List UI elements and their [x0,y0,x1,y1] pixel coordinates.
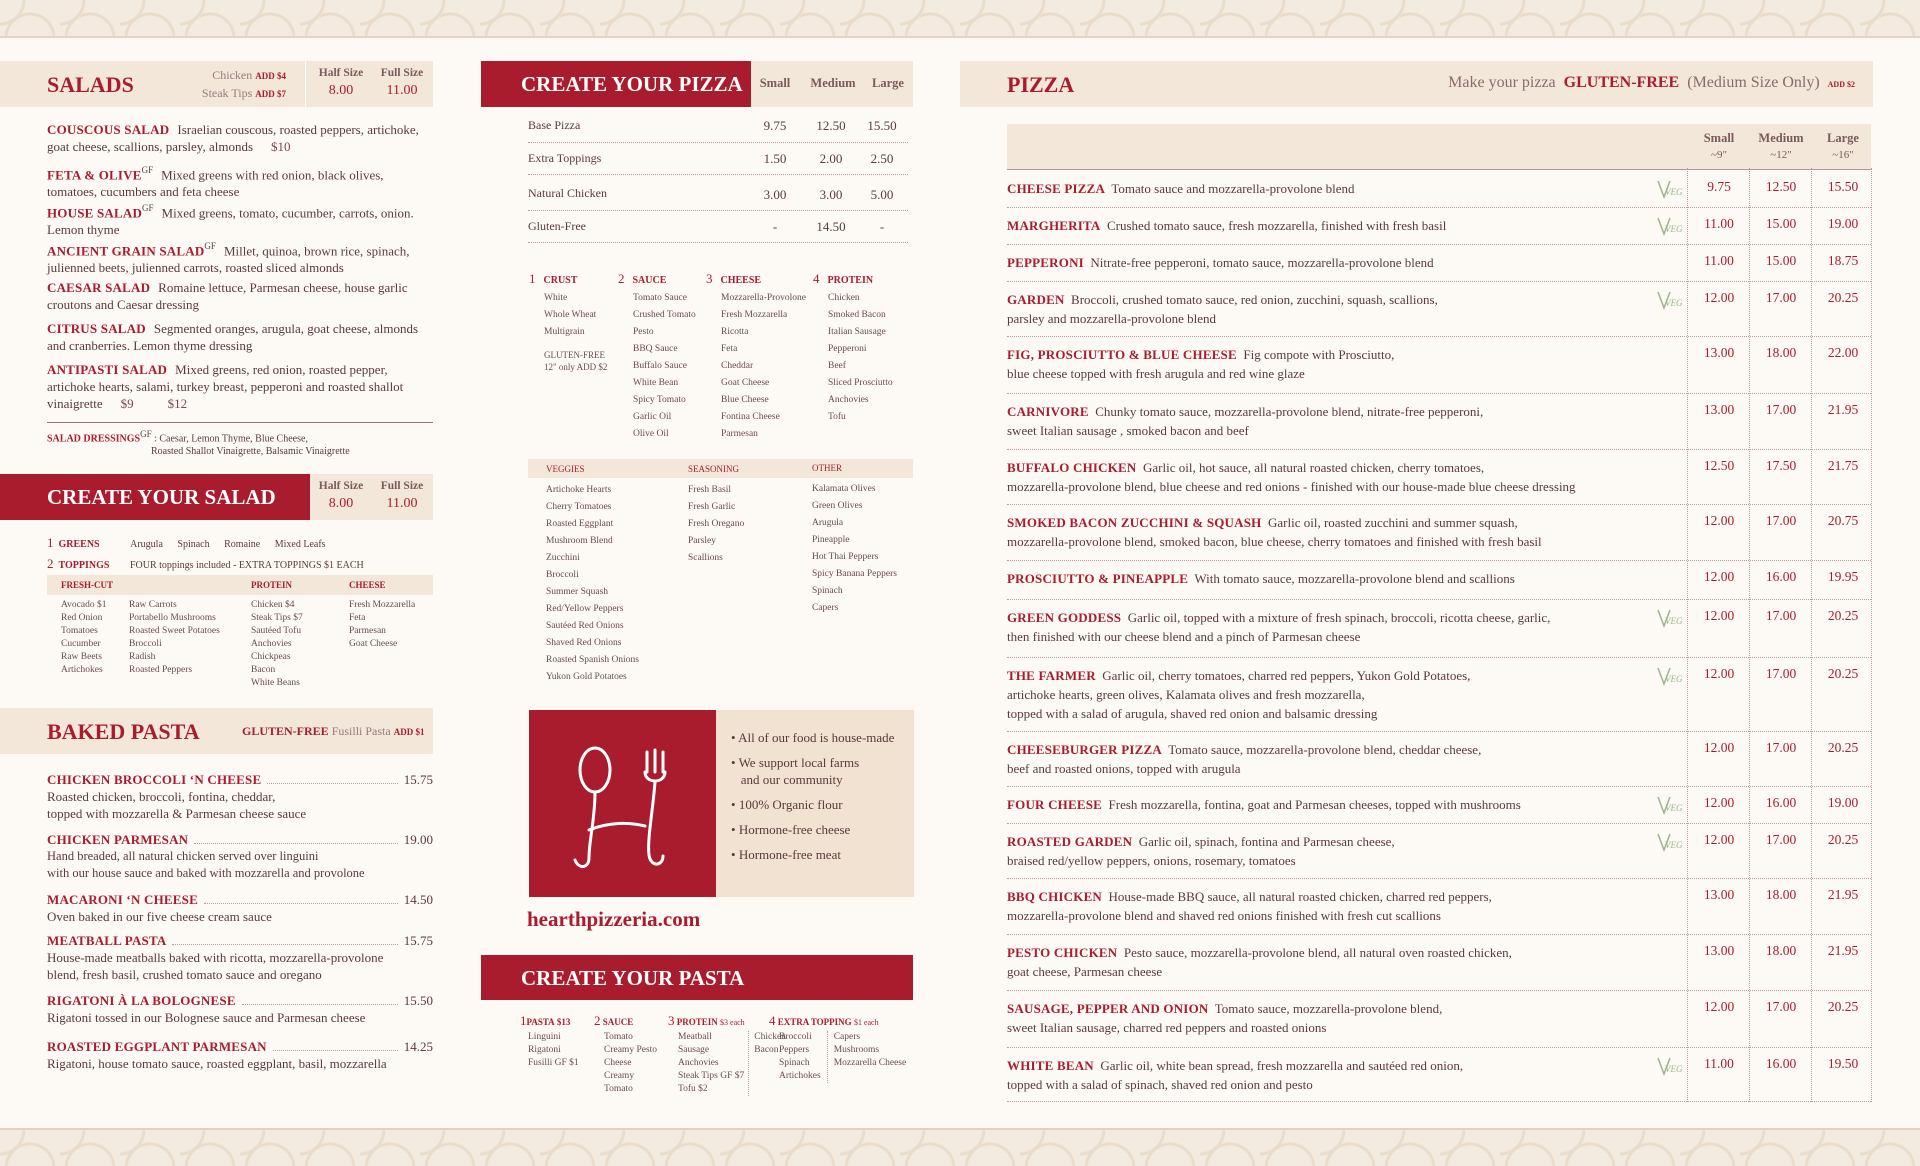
pizza-price: 20.25 [1827,666,1859,681]
pizza-description: CHEESEBURGER PIZZA Tomato sauce, mozzarella-provolone blend, cheddar cheese, beef and roasted onions, topped with arugula [1007,742,1482,776]
pizza-price: 9.75 [1707,179,1731,194]
pizza-price: 20.25 [1827,999,1859,1014]
baked-pasta-title: BAKED PASTA [47,719,200,744]
veg-icon: VEG [1655,177,1681,201]
pizza-description: THE FARMER Garlic oil, cherry tomatoes, charred red peppers, Yukon Gold Potatoes, artichoke hearts, green olives, Kalamata olives and fresh mozzarella, topped with a salad of arugula, shaved red onion and balsamic dressing [1007,668,1471,721]
cyp-row: Gluten-Free - 14.50 - [528,211,908,243]
veg-icon: VEG [1655,1054,1681,1078]
veggies-list: Artichoke Hearts Cherry Tomatoes Roasted Eggplant Mushroom Blend Zucchini Broccoli Summer Squash Red/Yellow Peppers Sautéed Red Onions Shaved Red Onions Roasted Spanish Onions Yukon Gold Potatoes [546,485,639,682]
pasta-step-2: 2 SAUCE Tomato Creamy Pesto Cheese Creamy Tomato [594,1013,658,1094]
pizza-price: 15.00 [1765,216,1797,231]
pizza-price: 17.00 [1765,513,1797,528]
pizza-price: 15.50 [1827,179,1859,194]
pizza-price: 19.00 [1827,795,1859,810]
pasta-step-4: 4 EXTRA TOPPING $1 each Broccoli Peppers Spinach Artichokes Capers Mushrooms Mozzarella Cheese [769,1013,907,1081]
pizza-price: 18.00 [1765,345,1797,360]
pizza-description: SAUSAGE, PEPPER AND ONION Tomato sauce, mozzarella-provolone blend, sweet Italian sausage, charred red peppers and roasted onions [1007,1001,1443,1035]
pizza-row [1007,991,1871,1048]
salad-item: HOUSE $SALAD^{GF}$ Mixed greens, tomato, cucumber, carrots, onion. Lemon thyme [47,203,414,238]
pasta-step-1: 1PASTA $13 Linguini Rigatoni Fusilli GF $1 [520,1013,579,1068]
pizza-description: BUFFALO CHICKEN Garlic oil, hot sauce, all natural roasted chicken, cherry tomatoes, mozzarella-provolone blend, blue cheese and red onions - finished with our house-made blue cheese dressing [1007,460,1576,494]
cyp-row: Base Pizza 9.75 12.50 15.50 [528,108,908,143]
pizza-description: SMOKED BACON ZUCCHINI & SQUASH Garlic oil, roasted zucchini and summer squash, mozzarella-provolone blend, smoked bacon, blue cheese, cherry tomatoes and finished with fresh basil [1007,515,1542,549]
toppings-step: 2 TOPPINGS FOUR toppings included - EXTRA TOPPINGS $1 EACH [47,556,364,571]
pizza-price: 12.00 [1703,608,1735,623]
create-pasta-steps [520,1013,920,1103]
pizza-price: 17.00 [1765,608,1797,623]
pizza-row [1007,208,1871,245]
create-pasta-title: CREATE YOUR PASTA [521,966,745,990]
pasta-step-3: 3 PROTEIN $3 each Meatball Sausage Anchovies Steak Tips GF $7 Tofu $2 Chicken Bacon [668,1013,786,1094]
pizza-price: 11.00 [1704,1056,1734,1071]
salads-addons: Chicken ADD $4 Steak Tips ADD $7 [201,68,286,100]
pizza-price: 20.25 [1827,290,1859,305]
pizza-description: BBQ CHICKEN House-made BBQ sauce, all natural roasted chicken, charred red peppers, mozzarella-provolone blend and shaved red onions finished with fresh cut scallions [1007,889,1492,923]
pizza-price: 16.00 [1765,569,1797,584]
salad-item: ANCIENT GRAIN $SALAD^{GF}$ Millet, quinoa, brown rice, spinach, julienned beets, julienned carrots, roasted sliced almonds [47,241,410,276]
pizza-description: GREEN GODDESS Garlic oil, topped with a mixture of fresh spinach, broccoli, ricotta cheese, garlic, then finished with our cheese blend and a pinch of Parmesan cheese [1007,610,1551,644]
baked-pasta-gf-note: GLUTEN-FREE Fusilli Pasta ADD $1 [242,724,425,738]
pasta-item: CHICKEN PARMESAN 19.00 Hand breaded, all natural chicken served over linguini with our house sauce and baked with mozzarella and provolone [47,832,433,880]
pizza-price: 12.00 [1703,740,1735,755]
cyp-row: Extra Toppings 1.50 2.00 2.50 [528,143,908,175]
pizza-price: 15.00 [1765,253,1797,268]
veg-icon: VEG [1655,214,1681,238]
pizza-toppings-head: VEGGIES SEASONING OTHER [528,459,913,478]
full-size-price: 11.00 [386,83,418,98]
pasta-item: MEATBALL PASTA 15.75 House-made meatballs baked with ricotta, mozzarella-provolone blend, fresh basil, crushed tomato sauce and oregano [47,933,433,982]
salads-header [0,61,433,107]
salad-item: CITRUS SALAD Segmented oranges, arugula, goat cheese, almonds and cranberries. Lemon thyme dressing [47,321,419,353]
logo-box [529,710,716,897]
pizza-price: 19.95 [1827,569,1859,584]
pizza-row [1007,600,1871,658]
pizza-description: PESTO CHICKEN Pesto sauce, mozzarella-provolone blend, all natural oven roasted chicken, goat cheese, Parmesan cheese [1007,945,1512,979]
cyp-row: Natural Chicken 3.00 3.00 5.00 [528,175,908,211]
create-salad-title: CREATE YOUR SALAD [47,485,276,509]
pizza-row [1007,171,1871,208]
step-protein: 4 PROTEIN Chicken Smoked Bacon Italian Sausage Pepperoni Beef Sliced Prosciutto Anchovies Tofu [813,271,893,422]
pizza-gf-note: Make your pizza GLUTEN-FREE (Medium Size Only) ADD $2 [1448,74,1855,91]
pizza-description: FOUR CHEESE Fresh mozzarella, fontina, goat and Parmesan cheeses, topped with mushrooms [1007,797,1521,812]
pizza-row [1007,787,1871,824]
pizza-row [1007,658,1871,732]
pizza-price: 17.00 [1765,290,1797,305]
pizza-price: 13.00 [1703,402,1735,417]
pizza-row [1007,337,1871,394]
pizza-description: CHEESE PIZZA Tomato sauce and mozzarella-provolone blend [1007,181,1355,196]
pizza-price: 17.00 [1765,666,1797,681]
create-salad-header [0,474,310,520]
fresh-cut-list-2: Raw Carrots Portabello Mushrooms Roasted Sweet Potatoes Broccoli Radish Roasted Peppers [129,600,220,675]
pizza-price: 12.00 [1703,999,1735,1014]
pizza-description: FIG, PROSCIUTTO & BLUE CHEESE Fig compote with Prosciutto, blue cheese topped with fresh arugula and red wine glaze [1007,347,1395,381]
pizza-price: 17.50 [1765,458,1797,473]
pizza-row [1007,732,1871,787]
pizza-description: PROSCIUTTO & PINEAPPLE With tomato sauce, mozzarella-provolone blend and scallions [1007,571,1515,586]
half-size-label: Half Size [318,67,364,79]
pizza-price: 20.25 [1827,832,1859,847]
pizza-price: 21.95 [1827,887,1859,902]
salad-item: COUSCOUS SALAD Israelian couscous, roasted peppers, artichoke, goat cheese, scallions, parsley, almonds $10 [47,122,419,154]
step-crust: 1 CRUST White Whole Wheat Multigrain GLUTEN-FREE 12" only ADD $2 [529,271,608,372]
pizza-price: 17.00 [1765,402,1797,417]
pizza-price: 12.50 [1765,179,1797,194]
baked-pasta-header [0,708,433,754]
create-pizza-title: CREATE YOUR PIZZA [521,72,743,96]
half-size-price: 8.00 [328,83,354,98]
pizza-price: 21.95 [1827,402,1859,417]
pizza-description: WHITE BEAN Garlic oil, white bean spread, fresh mozzarella and sautéed red onion, topped with a salad of spinach, shaved red onion and pesto [1007,1058,1464,1092]
pizza-description: GARDEN Broccoli, crushed tomato sauce, red onion, zucchini, squash, scallions, parsley and mozzarella-provolone blend [1007,292,1438,326]
veg-icon: VEG [1655,830,1681,854]
pizza-price: 20.25 [1827,740,1859,755]
pasta-item: MACARONI ‘N CHEESE 14.50 Oven baked in our five cheese cream sauce [47,892,433,924]
pizza-row [1007,935,1871,991]
pasta-item: CHICKEN BROCCOLI ‘N CHEESE 15.75 Roasted chicken, broccoli, fontina, cheddar, topped with mozzarella & Parmesan cheese sauce [47,772,433,821]
create-pasta-header [481,955,913,1000]
pizza-header [960,61,1873,107]
pizza-price: 21.95 [1827,943,1859,958]
salad-dressings: SALAD $DRESSINGS^{GF}$ : Caesar, Lemon Thyme, Blue Cheese, Roasted Shallot Vinaigrette, Balsamic Vinaigrette [47,429,350,458]
cheese-list: Fresh Mozzarella Feta Parmesan Goat Cheese [349,600,416,649]
salad-item: ANTIPASTI SALAD Mixed greens, red onion, roasted pepper, artichoke hearts, salami, turkey breast, pepperoni and roasted shallot vinaigrette $9 $12 [47,362,404,411]
pizza-row [1007,394,1871,450]
pizza-price: 19.50 [1827,1056,1859,1071]
pizza-price: 11.00 [1704,216,1734,231]
veg-icon: VEG [1655,664,1681,688]
pizza-description: MARGHERITA Crushed tomato sauce, fresh mozzarella, finished with fresh basil [1007,218,1447,233]
pizza-row [1007,245,1871,282]
promo-box: • All of our food is house-made • We support local farms and our community • 100% Organic flour • Hormone-free cheese • Hormone-free meat [716,710,914,897]
greens-step: 1 GREENS Arugula Spinach Romaine Mixed Leafs [47,535,326,550]
pizza-price: 11.00 [1704,253,1734,268]
pizza-row [1007,450,1871,505]
pizza-row [1007,824,1871,879]
pizza-price: 12.50 [1703,458,1735,473]
pizza-price: 17.00 [1765,832,1797,847]
pizza-price: 12.00 [1703,666,1735,681]
pizza-row [1007,879,1871,935]
pizza-price: 13.00 [1703,943,1735,958]
salad-item: FETA & $OLIVE^{GF}$ Mixed greens with red onion, black olives, tomatoes, cucumbers and feta cheese [47,165,384,200]
salad-item: CAESAR SALAD Romaine lettuce, Parmesan cheese, house garlic croutons and Caesar dressing [47,280,408,312]
pizza-price: 12.00 [1703,569,1735,584]
pizza-price: 17.00 [1765,999,1797,1014]
pizza-row [1007,282,1871,337]
hearth-logo-icon [529,710,716,897]
pizza-row [1007,561,1871,600]
pasta-item: RIGATONI À LA BOLOGNESE 15.50 Rigatoni tossed in our Bolognese sauce and Parmesan cheese [47,993,433,1025]
step-cheese: 3 CHEESE Mozzarella-Provolone Fresh Mozzarella Ricotta Feta Cheddar Goat Cheese Blue Cheese Fontina Cheese Parmesan [706,271,806,439]
pizza-price: 16.00 [1765,795,1797,810]
veg-icon: VEG [1655,288,1681,312]
pizza-price: 17.00 [1765,740,1797,755]
pizza-price: 22.00 [1827,345,1859,360]
veg-icon: VEG [1655,606,1681,630]
pizza-price: 12.00 [1703,513,1735,528]
pizza-description: CARNIVORE Chunky tomato sauce, mozzarella-provolone blend, nitrate-free pepperoni, sweet Italian sausage , smoked bacon and beef [1007,404,1484,438]
pizza-price: 12.00 [1703,832,1735,847]
step-sauce: 2 SAUCE Tomato Sauce Crushed Tomato Pesto BBQ Sauce Buffalo Sauce White Bean Spicy Tomato Garlic Oil Olive Oil [618,271,696,439]
toppings-head-bar: FRESH-CUT PROTEIN CHEESE [47,575,433,595]
pizza-price: 21.75 [1827,458,1859,473]
pizza-description: ROASTED GARDEN Garlic oil, spinach, fontina and Parmesan cheese, braised red/yellow peppers, onions, rosemary, tomatoes [1007,834,1395,868]
seasoning-list: Fresh Basil Fresh Garlic Fresh Oregano Parsley Scallions [688,485,745,563]
protein-list: Chicken $4 Steak Tips $7 Sautéed Tofu Anchovies Chickpeas Bacon White Beans [251,600,303,688]
pizza-title: PIZZA [1007,72,1075,97]
create-salad-size-box: Half Size 8.00 Full Size 11.00 [310,474,433,520]
website-link[interactable]: hearthpizzeria.com [527,907,701,931]
other-list: Kalamata Olives Green Olives Arugula Pineapple Hot Thai Peppers Spicy Banana Peppers Spinach Capers [812,484,897,613]
pizza-price: 20.75 [1827,513,1859,528]
salads-title: SALADS [47,72,134,97]
pizza-price: 13.00 [1703,887,1735,902]
pizza-price: 16.00 [1765,1056,1797,1071]
fresh-cut-list: Avocado $1 Red Onion Tomatoes Cucumber Raw Beets Artichokes [61,600,107,675]
pizza-size-header: Small ~9" Medium ~12" Large ~16" [1007,124,1871,170]
pizza-price: 13.00 [1703,345,1735,360]
pizza-price: 20.25 [1827,608,1859,623]
pizza-price: 18.00 [1765,887,1797,902]
pizza-price: 12.00 [1703,795,1735,810]
pizza-description: PEPPERONI Nitrate-free pepperoni, tomato sauce, mozzarella-provolone blend [1007,255,1434,270]
veg-icon: VEG [1655,793,1681,817]
pizza-price: 18.75 [1827,253,1859,268]
pizza-price: 18.00 [1765,943,1797,958]
create-pizza-size-header: Small Medium Large [751,61,913,107]
pizza-price: 12.00 [1703,290,1735,305]
full-size-label: Full Size [380,67,424,79]
create-pizza-header [481,61,751,107]
decorative-bottom-band [0,1128,1920,1166]
decorative-top-band [0,0,1920,38]
pizza-row [1007,1048,1871,1102]
pizza-row [1007,505,1871,561]
pasta-item: ROASTED EGGPLANT PARMESAN 14.25 Rigatoni, house tomato sauce, roasted eggplant, basil, mozzarella [47,1039,433,1071]
pizza-price: 19.00 [1827,216,1859,231]
